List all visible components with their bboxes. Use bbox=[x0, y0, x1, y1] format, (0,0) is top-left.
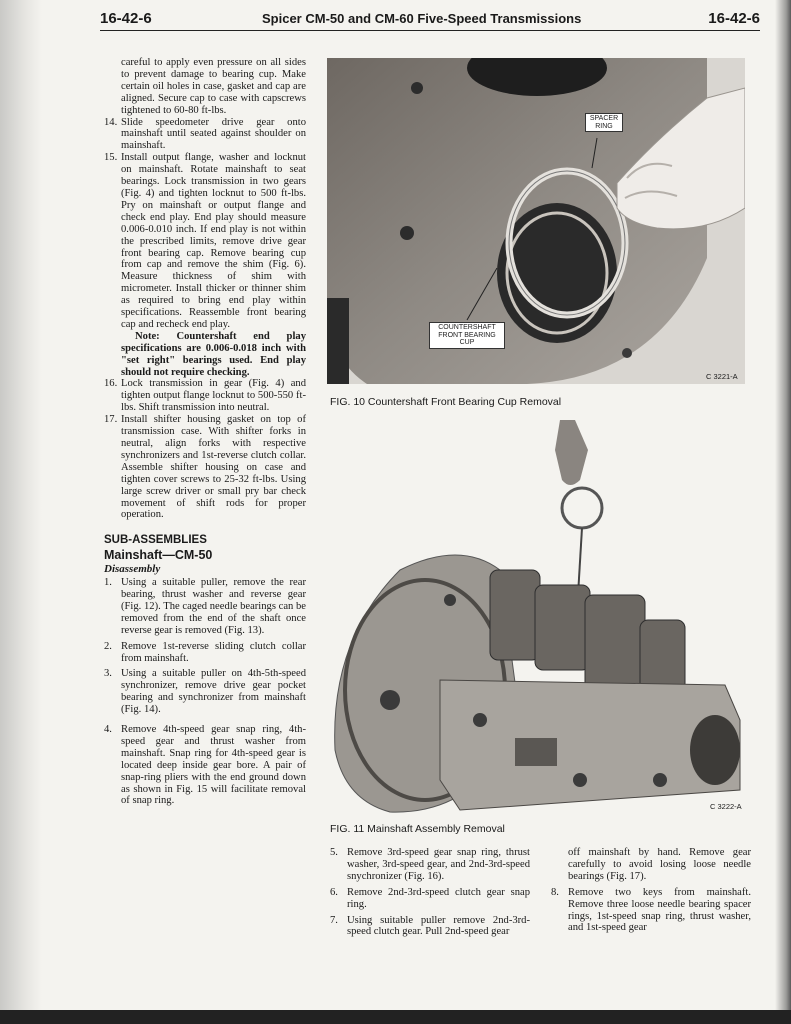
page-header bbox=[100, 8, 760, 31]
note-end-play: Note: Countershaft end play specifications are 0.006-0.018 inch with "set right" bearings used. End play should not require checking. bbox=[121, 330, 306, 378]
bearing-cup-photo-illustration bbox=[327, 58, 745, 384]
dis-step-1: 1. Using a suitable puller, remove the rear bearing, thrust washer and reverse gear (Fig. 12). The caged needle bearings can be removed from the end of the shaft once reverse gear is removed (Fig. 13). bbox=[104, 577, 306, 636]
left-column bbox=[104, 57, 306, 807]
dis-step-7: 7. Using suitable puller remove 2nd-3rd-speed clutch gear. Pull 2nd-speed gear bbox=[330, 914, 530, 938]
step-15: 15. Install output flange, washer and locknut on mainshaft. Rotate mainshaft to seat bearings. Lock transmission in two gears (Fig. 4) and tighten locknut to 500 ft-lbs. Pry on mainshaft or output flange and check end play. End play should measure 0.006-0.010 inch. If end play is not within the prescribed limits, remove drive gear front bearing cap. Remove bearing cup from cap and remove the shim (Fig. 6). Measure thickness of shim with micrometer. Install thicker or thinner shim as required to bring end play within specifications. Reassemble front bearing cap and recheck end play. bbox=[104, 152, 306, 330]
dis-step-6: 6. Remove 2nd-3rd-speed clutch gear snap ring. bbox=[330, 886, 530, 910]
step-13-continuation: careful to apply even pressure on all sides to prevent damage to bearing cup. Make certain oil holes in case, gasket and cap are aligned. Secure cap to case with capscrews tightened to 60-80 ft-lbs. bbox=[121, 57, 306, 116]
dis-step-3: 3. Using a suitable puller on 4th-5th-speed synchronizer, remove drive gear pocket bearing and synchronizer from mainshaft (Fig. 14). bbox=[104, 668, 306, 716]
figure-10-photo bbox=[327, 58, 745, 384]
subsection-heading: Mainshaft—CM-50 bbox=[104, 548, 213, 563]
dis-step-5: 5. Remove 3rd-speed gear snap ring, thrust washer, 3rd-speed gear, and 2nd-3rd-speed snychronizer (Fig. 16). bbox=[330, 847, 530, 882]
step-17: 17. Install shifter housing gasket on top of transmission case. With shifter forks in neutral, align forks with respective synchronizers and 1st-reverse clutch collar. Assemble shifter housing on case and tighten cover screws to 25-32 ft-lbs. Using large screw driver or small pry bar check movement of shift rods for proper operation. bbox=[104, 414, 306, 521]
figure-11-photo bbox=[330, 420, 750, 815]
step-16: 16. Lock transmission in gear (Fig. 4) and tighten output flange locknut to 500-550 ft-lbs. Shift transmission into neutral. bbox=[104, 378, 306, 414]
page-title: Spicer CM-50 and CM-60 Five-Speed Transmissions bbox=[262, 11, 582, 26]
page-number-right: 16-42-6 bbox=[708, 10, 760, 27]
callout-countershaft-cup: COUNTERSHAFT FRONT BEARING CUP bbox=[429, 322, 505, 349]
page-number-left: 16-42-6 bbox=[100, 10, 152, 27]
step-14: 14. Slide speedometer drive gear onto mainshaft until seated against shoulder on mainshaft. bbox=[104, 116, 306, 152]
page-bottom-edge bbox=[0, 1010, 791, 1024]
figure-11-caption: FIG. 11 Mainshaft Assembly Removal bbox=[330, 823, 505, 835]
dis-step-8: 8. Remove two keys from mainshaft. Remove three loose needle bearing spacer rings, 1st-speed snap ring, thrust washer, and 1st-speed gear bbox=[551, 886, 751, 934]
mainshaft-photo-illustration bbox=[330, 420, 750, 815]
figure-10-code: C 3221-A bbox=[706, 372, 738, 381]
page-edge-shadow bbox=[775, 0, 791, 1024]
callout-spacer-ring: SPACER RING bbox=[585, 113, 623, 132]
disassembly-heading: Disassembly bbox=[104, 563, 161, 576]
page-binding-shadow bbox=[0, 0, 42, 1024]
middle-column bbox=[330, 847, 530, 938]
section-heading: SUB-ASSEMBLIES bbox=[104, 534, 207, 547]
dis-step-7-continuation: off mainshaft by hand. Remove gear carefully to avoid losing loose needle bearings (Fig. 17). bbox=[568, 847, 751, 882]
dis-step-2: 2. Remove 1st-reverse sliding clutch collar from mainshaft. bbox=[104, 640, 306, 664]
dis-step-4: 4. Remove 4th-speed gear snap ring, 4th-speed gear and thrust washer from mainshaft. Snap ring for 4th-speed gear is located deep inside gear bore. A pair of snap-ring pliers with the end ground down as shown in Fig. 15 will facilitate removal of snap ring. bbox=[104, 724, 306, 807]
right-column bbox=[551, 847, 751, 934]
figure-11-code: C 3222-A bbox=[710, 802, 742, 811]
figure-10-caption: FIG. 10 Countershaft Front Bearing Cup Removal bbox=[330, 396, 562, 408]
